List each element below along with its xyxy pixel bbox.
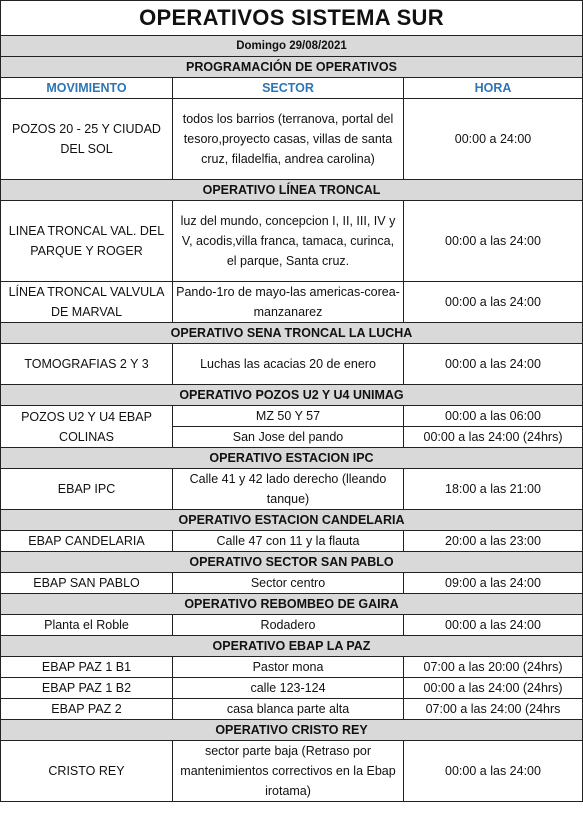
table-row (1, 282, 583, 323)
page-title: OPERATIVOS SISTEMA SUR (1, 1, 583, 36)
programacion-heading: PROGRAMACIÓN DE OPERATIVOS (1, 57, 583, 78)
column-header-movimiento: MOVIMIENTO (1, 78, 173, 99)
movimiento-cell: EBAP CANDELARIA (1, 531, 173, 552)
section-heading: OPERATIVO ESTACION CANDELARIA (1, 510, 583, 531)
table-row (1, 344, 583, 385)
table-row (1, 201, 583, 282)
section-row (1, 323, 583, 344)
table-row (1, 678, 583, 699)
hora-cell: 00:00 a las 24:00 (404, 615, 583, 636)
column-header-hora: HORA (404, 78, 583, 99)
sector-cell: San Jose del pando (173, 427, 404, 448)
hora-cell: 00:00 a las 24:00 (404, 282, 583, 323)
table-row (1, 406, 583, 427)
movimiento-cell: EBAP IPC (1, 469, 173, 510)
section-heading: OPERATIVO SECTOR SAN PABLO (1, 552, 583, 573)
movimiento-cell: EBAP PAZ 1 B2 (1, 678, 173, 699)
section-heading: OPERATIVO REBOMBEO DE GAIRA (1, 594, 583, 615)
column-header-row (1, 78, 583, 99)
sector-cell: Luchas las acacias 20 de enero (173, 344, 404, 385)
hora-cell: 09:00 a las 24:00 (404, 573, 583, 594)
date-cell: Domingo 29/08/2021 (1, 36, 583, 57)
hora-cell: 00:00 a 24:00 (404, 99, 583, 180)
section-heading: OPERATIVO ESTACION IPC (1, 448, 583, 469)
hora-cell: 00:00 a las 24:00 (404, 741, 583, 802)
sector-cell: Calle 41 y 42 lado derecho (lleando tanque) (173, 469, 404, 510)
section-heading: OPERATIVO LÍNEA TRONCAL (1, 180, 583, 201)
sector-cell: calle 123-124 (173, 678, 404, 699)
hora-cell: 18:00 a las 21:00 (404, 469, 583, 510)
hora-cell: 00:00 a las 24:00 (24hrs) (404, 427, 583, 448)
section-row (1, 510, 583, 531)
sector-cell: luz del mundo, concepcion I, II, III, IV y V, acodis,villa franca, tamaca, curinca, el parque, Santa cruz. (173, 201, 404, 282)
hora-cell: 07:00 a las 20:00 (24hrs) (404, 657, 583, 678)
movimiento-cell: Planta el Roble (1, 615, 173, 636)
section-row (1, 448, 583, 469)
column-header-sector: SECTOR (173, 78, 404, 99)
section-row (1, 720, 583, 741)
movimiento-cell: CRISTO REY (1, 741, 173, 802)
sector-cell: todos los barrios (terranova, portal del tesoro,proyecto casas, villas de santa cruz, filadelfia, andrea carolina) (173, 99, 404, 180)
title-row (1, 1, 583, 36)
movimiento-cell: POZOS U2 Y U4 EBAP COLINAS (1, 406, 173, 448)
movimiento-cell: EBAP PAZ 2 (1, 699, 173, 720)
sector-cell: Calle 47 con 11 y la flauta (173, 531, 404, 552)
table-row (1, 99, 583, 180)
sector-cell: Rodadero (173, 615, 404, 636)
section-row (1, 594, 583, 615)
section-heading: OPERATIVO EBAP LA PAZ (1, 636, 583, 657)
sector-cell: MZ 50 Y 57 (173, 406, 404, 427)
movimiento-cell: TOMOGRAFIAS 2 Y 3 (1, 344, 173, 385)
movimiento-cell: LINEA TRONCAL VAL. DEL PARQUE Y ROGER (1, 201, 173, 282)
table-row (1, 615, 583, 636)
hora-cell: 00:00 a las 24:00 (404, 344, 583, 385)
date-row (1, 36, 583, 57)
section-heading: OPERATIVO SENA TRONCAL LA LUCHA (1, 323, 583, 344)
hora-cell: 00:00 a las 24:00 (24hrs) (404, 678, 583, 699)
hora-cell: 00:00 a las 06:00 (404, 406, 583, 427)
table-row (1, 741, 583, 802)
movimiento-cell: EBAP PAZ 1 B1 (1, 657, 173, 678)
section-row (1, 636, 583, 657)
table-row (1, 699, 583, 720)
sector-cell: Pando-1ro de mayo-las americas-corea-manzanarez (173, 282, 404, 323)
section-row (1, 180, 583, 201)
movimiento-cell: EBAP SAN PABLO (1, 573, 173, 594)
movimiento-cell: POZOS 20 - 25 Y CIUDAD DEL SOL (1, 99, 173, 180)
hora-cell: 20:00 a las 23:00 (404, 531, 583, 552)
section-row (1, 385, 583, 406)
sector-cell: casa blanca parte alta (173, 699, 404, 720)
sector-cell: Pastor mona (173, 657, 404, 678)
programacion-row (1, 57, 583, 78)
section-heading: OPERATIVO CRISTO REY (1, 720, 583, 741)
table-row (1, 469, 583, 510)
hora-cell: 00:00 a las 24:00 (404, 201, 583, 282)
table-row (1, 531, 583, 552)
hora-cell: 07:00 a las 24:00 (24hrs (404, 699, 583, 720)
sector-cell: sector parte baja (Retraso por mantenimientos correctivos en la Ebap irotama) (173, 741, 404, 802)
section-heading: OPERATIVO POZOS U2 Y U4 UNIMAG (1, 385, 583, 406)
table-row (1, 657, 583, 678)
sector-cell: Sector centro (173, 573, 404, 594)
section-row (1, 552, 583, 573)
table-row (1, 573, 583, 594)
movimiento-cell: LÍNEA TRONCAL VALVULA DE MARVAL (1, 282, 173, 323)
